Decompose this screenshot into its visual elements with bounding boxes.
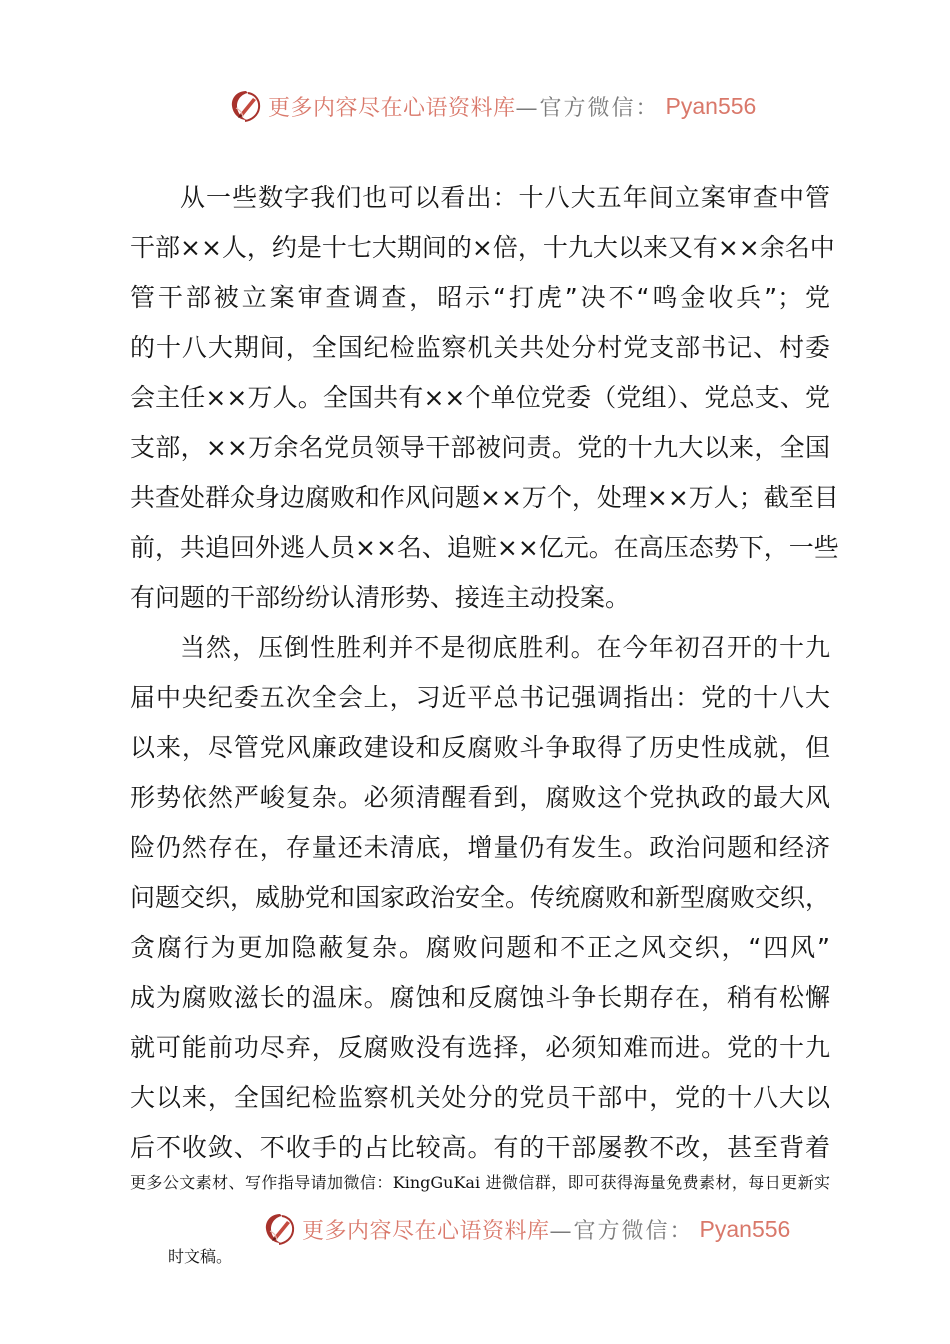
text-line: 干部××人，约是十七大期间的×倍，十九大以来又有××余名中 (130, 233, 835, 262)
footer-promo-note-tail: 时文稿。 (168, 1247, 233, 1266)
quill-pen-logo-icon (228, 88, 264, 124)
text-line: 支部，××万余名党员领导干部被问责。党的十九大以来，全国 (130, 433, 830, 462)
text-line: 前，共追回外逃人员××名、追赃××亿元。在高压态势下，一些 (130, 533, 839, 562)
wechat-label-text: —官方微信： (549, 1218, 694, 1244)
wechat-id-text: Pyan556 (665, 92, 757, 119)
paragraph-1 (130, 173, 839, 623)
text-line: 从一些数字我们也可以看出：十八大五年间立案审查中管 (180, 183, 830, 212)
text-line: 届中央纪委五次全会上，习近平总书记强调指出：党的十八大 (130, 683, 830, 712)
text-line: 会主任××万人。全国共有××个单位党委（党组）、党总支、党 (130, 383, 830, 412)
text-line: 险仍然存在，存量还未清底，增量仍有发生。政治问题和经济 (130, 833, 830, 862)
text-line: 成为腐败滋长的温床。腐蚀和反腐蚀斗争长期存在，稍有松懈 (130, 983, 830, 1012)
document-body (130, 173, 839, 1173)
site-name-text: 更多内容尽在心语资料库 (268, 95, 516, 121)
text-line: 大以来，全国纪检监察机关处分的党员干部中，党的十八大以 (130, 1083, 830, 1112)
text-line: 后不收敛、不收手的占比较高。有的干部屡教不改，甚至背着 (130, 1133, 830, 1162)
quill-pen-logo-icon (262, 1211, 298, 1247)
header-watermark-banner (228, 84, 756, 128)
footer-promo-note: 更多公文素材、写作指导请加微信：KingGuKai 进微信群，即可获得海量免费素材，每日更新实 (130, 1173, 830, 1192)
wechat-id-text: Pyan556 (699, 1215, 791, 1242)
text-line: 的十八大期间，全国纪检监察机关共处分村党支部书记、村委 (130, 333, 830, 362)
text-line: 就可能前功尽弃，反腐败没有选择，必须知难而进。党的十九 (130, 1033, 830, 1062)
site-name-text: 更多内容尽在心语资料库 (302, 1218, 550, 1244)
text-line: 以来，尽管党风廉政建设和反腐败斗争取得了历史性成就，但 (130, 733, 830, 762)
wechat-label-text: —官方微信： (515, 95, 660, 121)
paragraph-2 (130, 623, 830, 1173)
text-line: 形势依然严峻复杂。必须清醒看到，腐败这个党执政的最大风 (130, 783, 830, 812)
text-line: 问题交织，威胁党和国家政治安全。传统腐败和新型腐败交织， (130, 883, 831, 912)
text-line: 贪腐行为更加隐蔽复杂。腐败问题和不正之风交织，“四风” (130, 933, 830, 962)
text-line: 管干部被立案审查调查，昭示“打虎”决不“鸣金收兵”；党 (130, 283, 830, 312)
text-line: 共查处群众身边腐败和作风问题××万个，处理××万人；截至目 (130, 483, 839, 512)
text-line: 当然，压倒性胜利并不是彻底胜利。在今年初召开的十九 (180, 633, 830, 662)
text-line: 有问题的干部纷纷认清形势、接连主动投案。 (130, 583, 631, 612)
footer-watermark-banner (262, 1207, 790, 1251)
